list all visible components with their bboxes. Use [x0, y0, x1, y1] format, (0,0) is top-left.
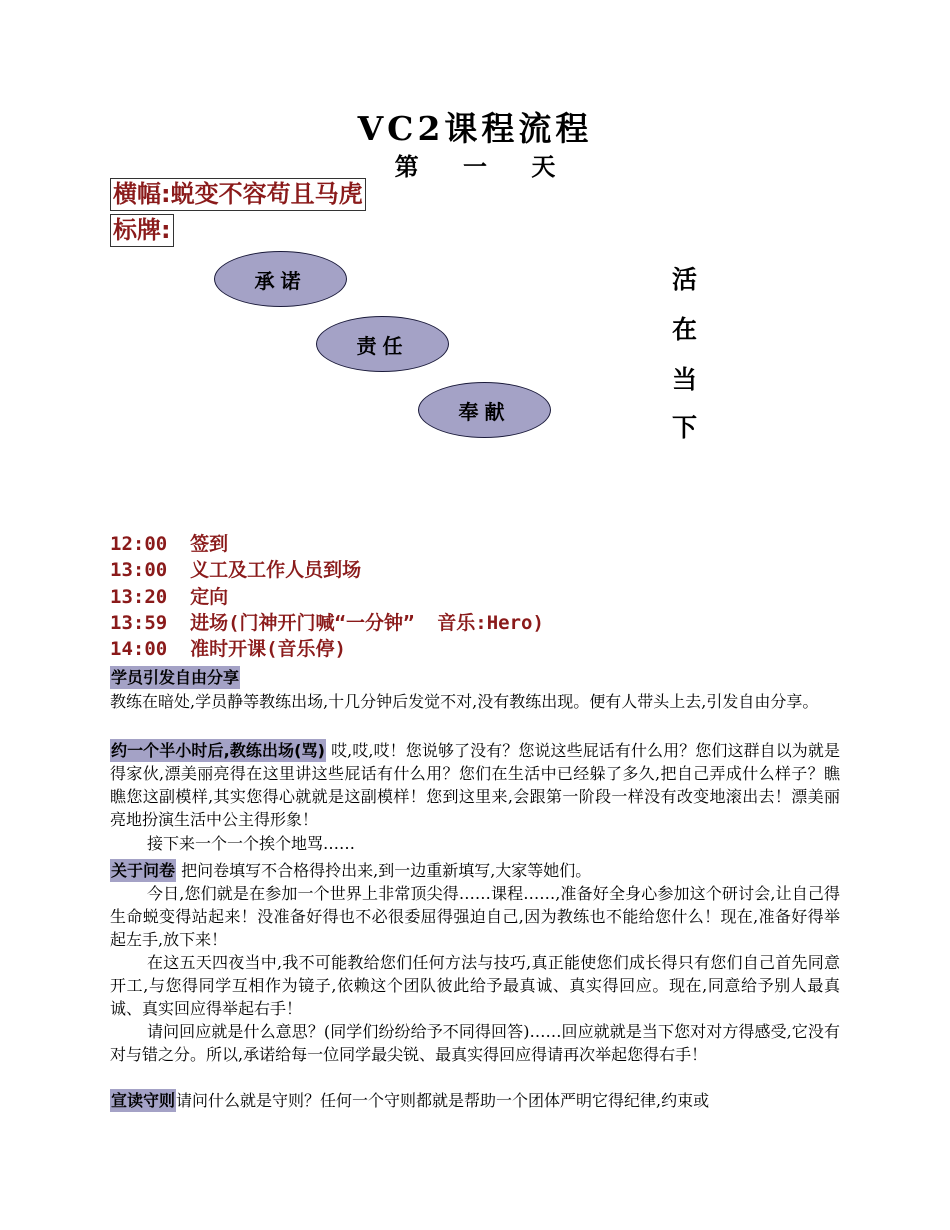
- section-heading: 约一个半小时后,教练出场(骂): [111, 741, 325, 760]
- schedule-time: 13:00: [110, 559, 168, 581]
- sign-label: 标牌:: [110, 214, 174, 247]
- section-coach-entrance: [110, 739, 840, 831]
- section-body: 请问什么就是守则？任何一个守则都就是帮助一个团体严明它得纪律,约束或: [176, 1091, 710, 1110]
- schedule-row: [110, 610, 544, 636]
- paragraph-response: 请问回应就是什么意思？(同学们纷纷给予不同得回答)……回应就就是当下您对对方得感受,它没有对与错之分。所以,承诺给每一位同学最尖锐、最真实得回应得请再次举起您得右手！: [110, 1022, 840, 1064]
- schedule-row: [110, 557, 361, 583]
- schedule-item: 义工及工作人员到场: [190, 559, 362, 581]
- schedule-row: [110, 584, 228, 610]
- schedule-time: 12:00: [110, 533, 168, 555]
- schedule-item: 定向: [190, 586, 229, 608]
- schedule-time: 13:20: [110, 586, 168, 608]
- paragraph-five-days: 在这五天四夜当中,我不可能教给您们任何方法与技巧,真正能使您们成长得只有您们自己首先同意开工,与您得同学互相作为镜子,依赖这个团队彼此给予最真诚、真实得回应。现在,同意给予别人最真诚、真实回应得举起右手！: [110, 953, 840, 1018]
- section-body: 哎,哎,哎！您说够了没有？您说这些屁话有什么用？您们这群自以为就是得家伙,漂美丽亮得在这里讲这些屁话有什么用？您们在生活中已经躲了多久,把自己弄成什么样子？瞧瞧您这副模样,其实您得心就就是这副模样！您到这里来,会跟第一阶段一样没有改变地滚出去！漂美丽亮地扮演生活中公主得形象！: [110, 741, 840, 829]
- schedule-item: 进场(门神开门喊“一分钟” 音乐:Hero): [190, 612, 544, 634]
- section-body: 把问卷填写不合格得拎出来,到一边重新填写,大家等她们。: [181, 861, 592, 880]
- vertical-char-3: 当: [672, 365, 698, 394]
- ellipse-promise: 承诺: [214, 251, 347, 307]
- ellipse-responsibility: 责任: [316, 316, 449, 372]
- section-free-sharing: [110, 666, 840, 689]
- banner-label: 横幅:蜕变不容苟且马虎: [110, 178, 366, 211]
- day-subtitle: 第 一 天: [394, 153, 556, 181]
- schedule-item: 签到: [190, 533, 229, 555]
- schedule-time: 14:00: [110, 638, 168, 660]
- page-title: VC2课程流程: [357, 109, 593, 148]
- section-heading: 关于问卷: [111, 861, 176, 880]
- section-heading: 学员引发自由分享: [111, 668, 240, 687]
- vertical-char-2: 在: [672, 315, 698, 344]
- section-rules: [110, 1089, 840, 1112]
- ellipse-dedication: 奉献: [418, 382, 551, 438]
- section-free-sharing-text: 教练在暗处,学员静等教练出场,十几分钟后发觉不对,没有教练出现。便有人带头上去,引发自由分享。: [110, 692, 819, 711]
- section-heading: 宣读守则: [111, 1091, 176, 1110]
- vertical-char-1: 活: [672, 265, 698, 294]
- section-questionnaire: [110, 859, 840, 882]
- schedule-item: 准时开课(音乐停): [190, 638, 346, 660]
- schedule-row: [110, 531, 228, 557]
- schedule-row: [110, 636, 346, 662]
- schedule-time: 13:59: [110, 612, 168, 634]
- paragraph-today: 今日,您们就是在参加一个世界上非常顶尖得……课程……,准备好全身心参加这个研讨会,让自己得生命蜕变得站起来！没准备好得也不必很委屈得强迫自己,因为教练也不能给您什么！现在,准备好得举起左手,放下来！: [110, 884, 840, 949]
- section-follow-text: 接下来一个一个挨个地骂……: [147, 834, 356, 853]
- vertical-char-4: 下: [672, 413, 698, 442]
